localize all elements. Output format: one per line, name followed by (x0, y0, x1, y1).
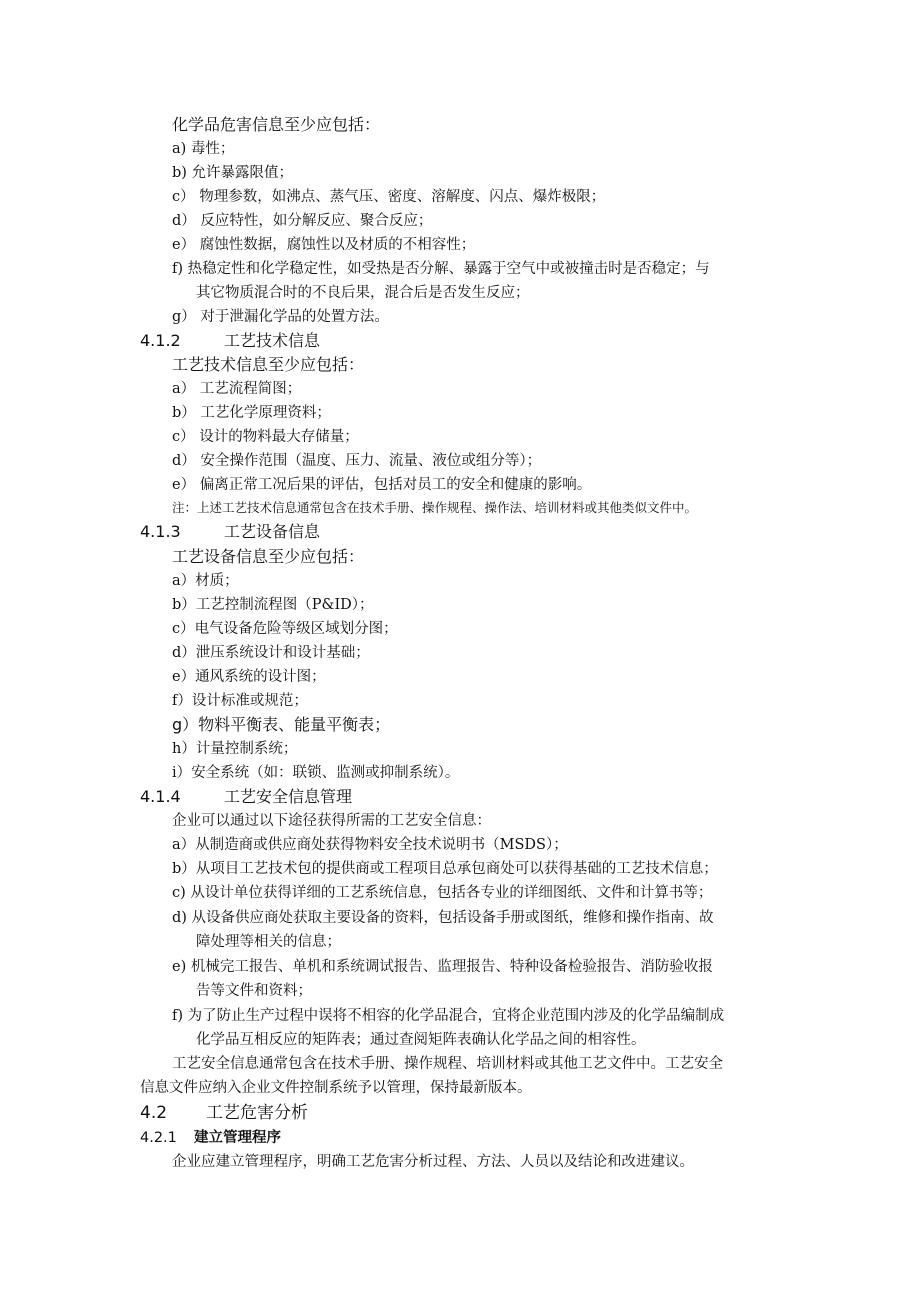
list-item: a）从制造商或供应商处获得物料安全技术说明书（MSDS）； (172, 837, 568, 853)
list-item-continued: 障处理等相关的信息； (196, 934, 341, 950)
section-heading-4-2-1 (140, 1127, 281, 1149)
list-item: e）通风系统的设计图； (172, 669, 326, 685)
section-number: 4.2.1 (140, 1130, 177, 1146)
list-item: d） 反应特性，如分解反应、聚合反应； (172, 213, 433, 229)
section-lead: 工艺设备信息至少应包括： (172, 547, 365, 566)
list-item: a）材质； (172, 573, 239, 589)
section-number: 4.1.4 (140, 787, 181, 806)
section-heading-4-1-4 (140, 786, 352, 808)
list-item: f）设计标准或规范； (172, 693, 308, 709)
section-heading-4-1-2 (140, 330, 320, 352)
list-item: g）物料平衡表、能量平衡表； (172, 715, 391, 734)
list-item: c） 物理参数，如沸点、蒸气压、密度、溶解度、闪点、爆炸极限； (172, 189, 606, 205)
list-item: d) 从设备供应商处获取主要设备的资料，包括设备手册或图纸，维修和操作指南、故 (172, 910, 714, 926)
section-number: 4.1.3 (140, 522, 181, 541)
section-title: 工艺安全信息管理 (224, 787, 353, 806)
list-item: f) 为了防止生产过程中误将不相容的化学品混合，宜将企业范围内涉及的化学品编制成 (172, 1008, 725, 1024)
list-item-continued: 告等文件和资料； (196, 983, 312, 999)
section-title: 工艺设备信息 (224, 522, 321, 541)
section-lead: 企业可以通过以下途径获得所需的工艺安全信息： (172, 813, 491, 829)
list-item: h）计量控制系统； (172, 741, 298, 757)
chem-lead: 化学品危害信息至少应包括： (172, 115, 381, 134)
section-title: 工艺技术信息 (224, 331, 321, 350)
list-item: b） 工艺化学原理资料； (172, 405, 331, 421)
list-item: b）工艺控制流程图（P&ID）； (172, 597, 374, 613)
paragraph: 企业应建立管理程序，明确工艺危害分析过程、方法、人员以及结论和改进建议。 (172, 1154, 694, 1170)
list-item-continued: 其它物质混合时的不良后果，混合后是否发生反应； (196, 285, 530, 301)
list-item: f) 热稳定性和化学稳定性，如受热是否分解、暴露于空气中或被撞击时是否稳定；与 (172, 261, 710, 277)
section-heading-4-2 (140, 1102, 308, 1124)
list-item: b）从项目工艺技术包的提供商或工程项目总承包商处可以获得基础的工艺技术信息； (172, 861, 718, 877)
list-item: a) 毒性； (172, 141, 235, 157)
section-number: 4.2 (140, 1103, 168, 1123)
list-item: e） 偏离正常工况后果的评估，包括对员工的安全和健康的影响。 (172, 477, 592, 493)
list-item-continued: 化学品互相反应的矩阵表；通过查阅矩阵表确认化学品之间的相容性。 (196, 1032, 646, 1048)
list-item: a） 工艺流程简图； (172, 381, 302, 397)
list-item: b) 允许暴露限值； (172, 165, 294, 181)
paragraph: 工艺安全信息通常包含在技术手册、操作规程、培训材料或其他工艺文件中。工艺安全 (172, 1056, 723, 1072)
section-lead: 工艺技术信息至少应包括： (172, 355, 365, 374)
list-item: d） 安全操作范围（温度、压力、流量、液位或组分等）； (172, 453, 542, 469)
list-item: c）电气设备危险等级区域划分图； (172, 621, 398, 637)
list-item: d）泄压系统设计和设计基础； (172, 645, 370, 661)
list-item: g） 对于泄漏化学品的处置方法。 (172, 309, 389, 325)
list-item: i）安全系统（如：联锁、监测或抑制系统）。 (172, 765, 460, 781)
section-heading-4-1-3 (140, 521, 320, 543)
section-number: 4.1.2 (140, 331, 181, 350)
list-item: e） 腐蚀性数据，腐蚀性以及材质的不相容性； (172, 237, 476, 253)
list-item: c) 从设计单位获得详细的工艺系统信息，包括各专业的详细图纸、文件和计算书等； (172, 885, 713, 901)
paragraph-continued: 信息文件应纳入企业文件控制系统予以管理，保持最新版本。 (140, 1080, 532, 1096)
section-title: 工艺危害分析 (206, 1103, 308, 1123)
section-title: 建立管理程序 (194, 1130, 281, 1146)
list-item: c） 设计的物料最大存储量； (172, 429, 359, 445)
list-item: e) 机械完工报告、单机和系统调试报告、监理报告、特种设备检验报告、消防验收报 (172, 959, 713, 975)
note: 注：上述工艺技术信息通常包含在技术手册、操作规程、操作法、培训材料或其他类似文件中。 (172, 500, 698, 515)
